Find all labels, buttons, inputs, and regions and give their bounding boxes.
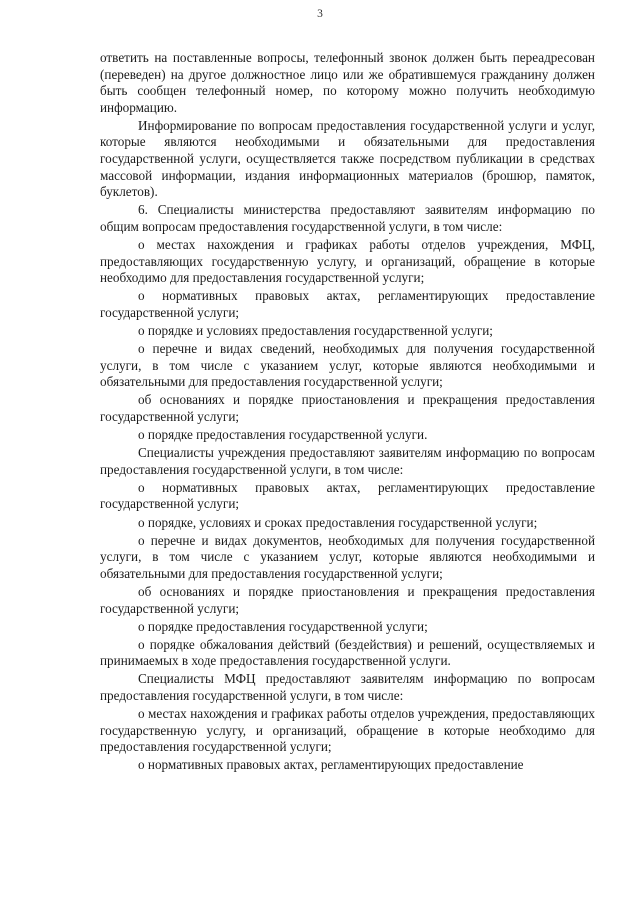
list-item: о порядке обжалования действий (бездействия) и решений, осуществляемых и принимаемых в ходе предоставления государственной услуги.: [100, 636, 595, 669]
paragraph: 6. Специалисты министерства предоставляют заявителям информацию по общим вопросам предоставления государственной услуги, в том числе:: [100, 202, 595, 234]
paragraph: Информирование по вопросам предоставления государственной услуги и услуг, которые являются необходимыми и обязательными для предоставления государственной услуги, осуществляется также посредством публикации в средствах массовой информации, издания информационных материалов (брошюр, памяток, буклетов).: [100, 117, 595, 200]
list-item: о нормативных правовых актах, регламентирующих предоставление государственной услуги;: [100, 288, 595, 320]
list-item: о порядке предоставления государственной услуги;: [138, 618, 428, 634]
page-number: 3: [317, 8, 323, 20]
paragraph: Специалисты МФЦ предоставляют заявителям информацию по вопросам предоставления государственной услуги, в том числе:: [100, 671, 595, 703]
list-item: об основаниях и порядке приостановления и прекращения предоставления государственной услуги;: [100, 583, 595, 616]
list-item: о порядке и условиях предоставления государственной услуги;: [138, 323, 493, 338]
list-item: о нормативных правовых актах, регламентирующих предоставление государственной услуги;: [100, 479, 595, 512]
list-item: о порядке предоставления государственной услуги.: [138, 427, 428, 443]
list-item: о перечне и видах сведений, необходимых для получения государственной услуги, в том числе с указанием услуг, которые являются необходимыми и обязательными для предоставления государственной услуги;: [100, 341, 595, 390]
paragraph: ответить на поставленные вопросы, телефонный звонок должен быть переадресован (переведен) на другое должностное лицо или же обратившемуся гражданину должен быть сообщен телефонный номер, по которому можно получить необходимую информацию.: [100, 50, 595, 115]
list-item: о местах нахождения и графиках работы отделов учреждения, предоставляющих государственную услугу, и организаций, обращение в которые необходимо для предоставления государственной услуги;: [100, 706, 595, 755]
paragraph: Специалисты учреждения предоставляют заявителям информацию по вопросам предоставления государственной услуги, в том числе:: [100, 445, 595, 477]
document-body: [100, 50, 595, 775]
list-item: о нормативных правовых актах, регламентирующих предоставление: [138, 757, 524, 773]
list-item: об основаниях и порядке приостановления и прекращения предоставления государственной услуги;: [100, 392, 595, 424]
list-item: о местах нахождения и графиках работы отделов учреждения, МФЦ, предоставляющих государственную услугу, и организаций, обращение в которые необходимо для предоставления государственной услуги;: [100, 237, 595, 286]
list-item: о перечне и видах документов, необходимых для получения государственной услуги, в том числе с указанием услуг, которые являются необходимыми и обязательными для предоставления государственной услуги;: [100, 532, 595, 581]
list-item: о порядке, условиях и сроках предоставления государственной услуги;: [138, 514, 538, 530]
